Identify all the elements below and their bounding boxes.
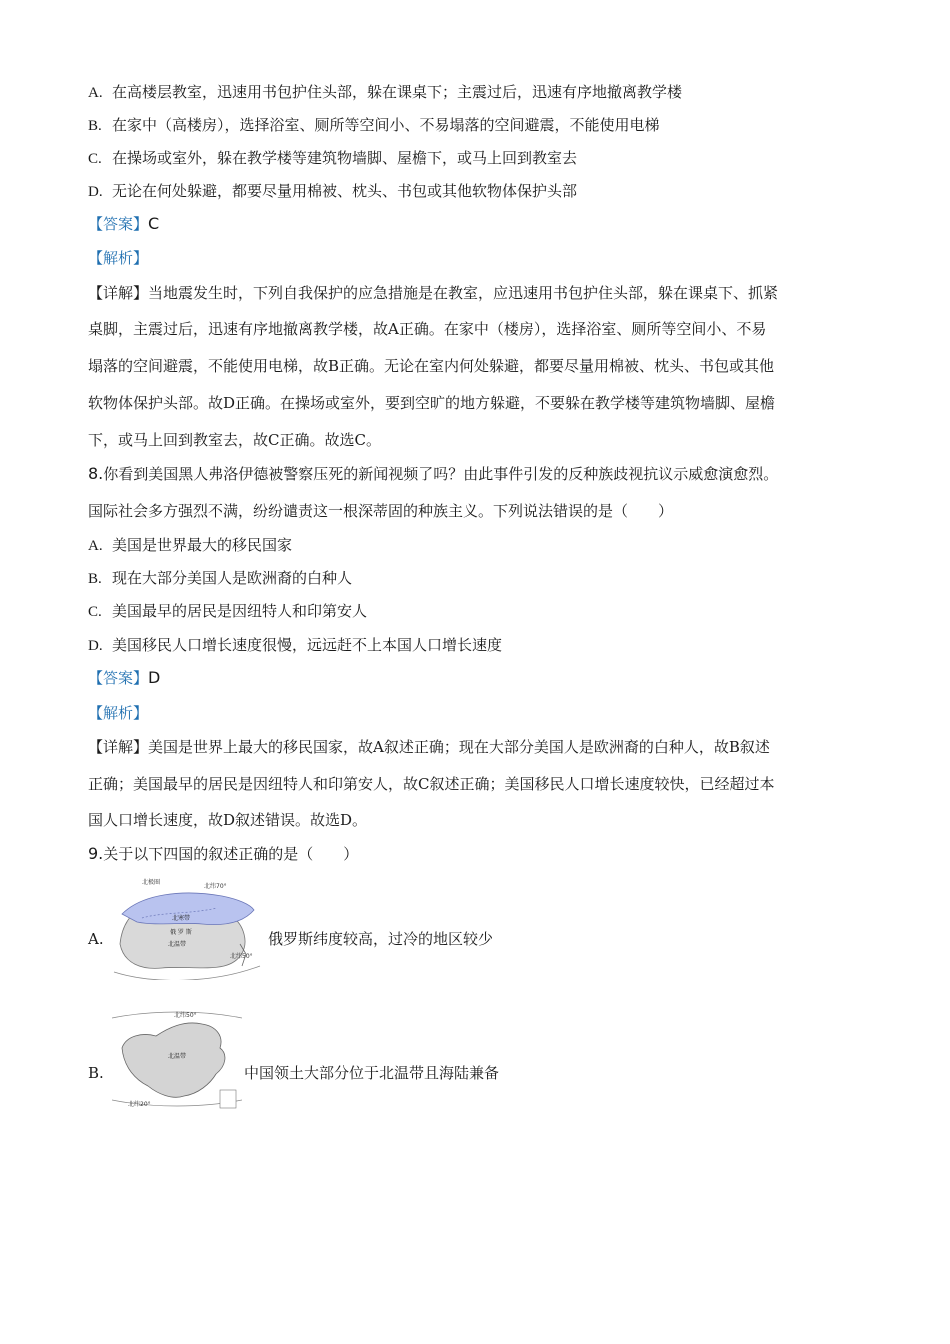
q7-detail-line-3: 塌落的空间避震，不能使用电梯，故B正确。无论在室内何处躲避，都要尽量用棉被、枕头、书包或其他 [88,357,775,375]
map-label-frigid: 北寒带 [172,915,191,922]
russia-map-image [112,874,262,980]
q8-option-c: C. 美国最早的居民是因纽特人和印第安人 [88,602,368,620]
q8-option-b: B. 现在大部分美国人是欧洲裔的白种人 [88,569,353,587]
q8-detail-line-2: 正确；美国最早的居民是因纽特人和印第安人，故C叙述正确；美国移民人口增长速度较快，已经超过本 [88,775,775,793]
q7-detail-line-4: 软物体保护头部。故D正确。在操场或室外，要到空旷的地方躲避，不要躲在教学楼等建筑物墙脚、屋檐 [88,394,776,412]
q7-detail-line-5: 下，或马上回到教室去，故C正确。故选C。 [88,431,381,449]
q9-option-a-letter: A. [88,930,104,948]
china-map-image [112,1008,242,1112]
q9-option-b-letter: B. [88,1064,104,1082]
q9-option-b-text: 中国领土大部分位于北温带且海陆兼备 [244,1064,500,1082]
q8-stem-line-2: 国际社会多方强烈不满，纷纷谴责这一根深蒂固的种族主义。下列说法错误的是（ ） [88,502,674,520]
q7-option-a: A. 在高楼层教室，迅速用书包护住头部，躲在课桌下；主震过后，迅速有序地撤离教学楼 [88,83,683,101]
q8-analysis-tag: 【解析】 [88,704,149,722]
q7-answer: 【答案】C [88,214,160,233]
q7-option-c: C. 在操场或室外，躲在教学楼等建筑物墙脚、屋檐下，或马上回到教室去 [88,149,578,167]
q8-option-a: A. 美国是世界最大的移民国家 [88,536,293,554]
q8-stem-line-1: 8.你看到美国黑人弗洛伊德被警察压死的新闻视频了吗？由此事件引发的反种族歧视抗议示威愈演愈烈。 [88,464,779,483]
map-label-north: 北极圈 [142,879,161,886]
q7-detail-line-1: 【详解】当地震发生时，下列自我保护的应急措施是在教室，应迅速用书包护住头部，躲在课桌下、抓紧 [88,284,779,302]
q9-option-a-text: 俄罗斯纬度较高，过冷的地区较少 [268,930,494,948]
q8-detail-line-3: 国人口增长速度，故D叙述错误。故选D。 [88,811,368,829]
map-label-lat50-china: 北纬50° [174,1012,197,1019]
map-label-country: 俄 罗 斯 [170,929,192,936]
map-label-lat20: 北纬20° [128,1101,151,1108]
map-label-temperate: 北温带 [168,941,187,948]
map-label-lat50: 北纬50° [230,953,253,960]
q9-stem: 9.关于以下四国的叙述正确的是（ ） [88,844,359,863]
q7-option-b: B. 在家中（高楼房），选择浴室、厕所等空间小、不易塌落的空间避震，不能使用电梯 [88,116,660,134]
q8-detail-line-1: 【详解】美国是世界上最大的移民国家，故A叙述正确；现在大部分美国人是欧洲裔的白种人，故B叙述 [88,738,770,756]
q8-answer: 【答案】D [88,668,161,687]
q7-option-d: D. 无论在何处躲避，都要尽量用棉被、枕头、书包或其他软物体保护头部 [88,182,578,200]
q8-option-d: D. 美国移民人口增长速度很慢，远远赶不上本国人口增长速度 [88,636,503,654]
map-label-lat70: 北纬70° [204,883,227,890]
map-label-temperate-china: 北温带 [168,1053,187,1060]
q7-detail-line-2: 桌脚，主震过后，迅速有序地撤离教学楼，故A正确。在家中（楼房），选择浴室、厕所等空间小、不易 [88,320,767,338]
q7-analysis-tag: 【解析】 [88,249,149,267]
